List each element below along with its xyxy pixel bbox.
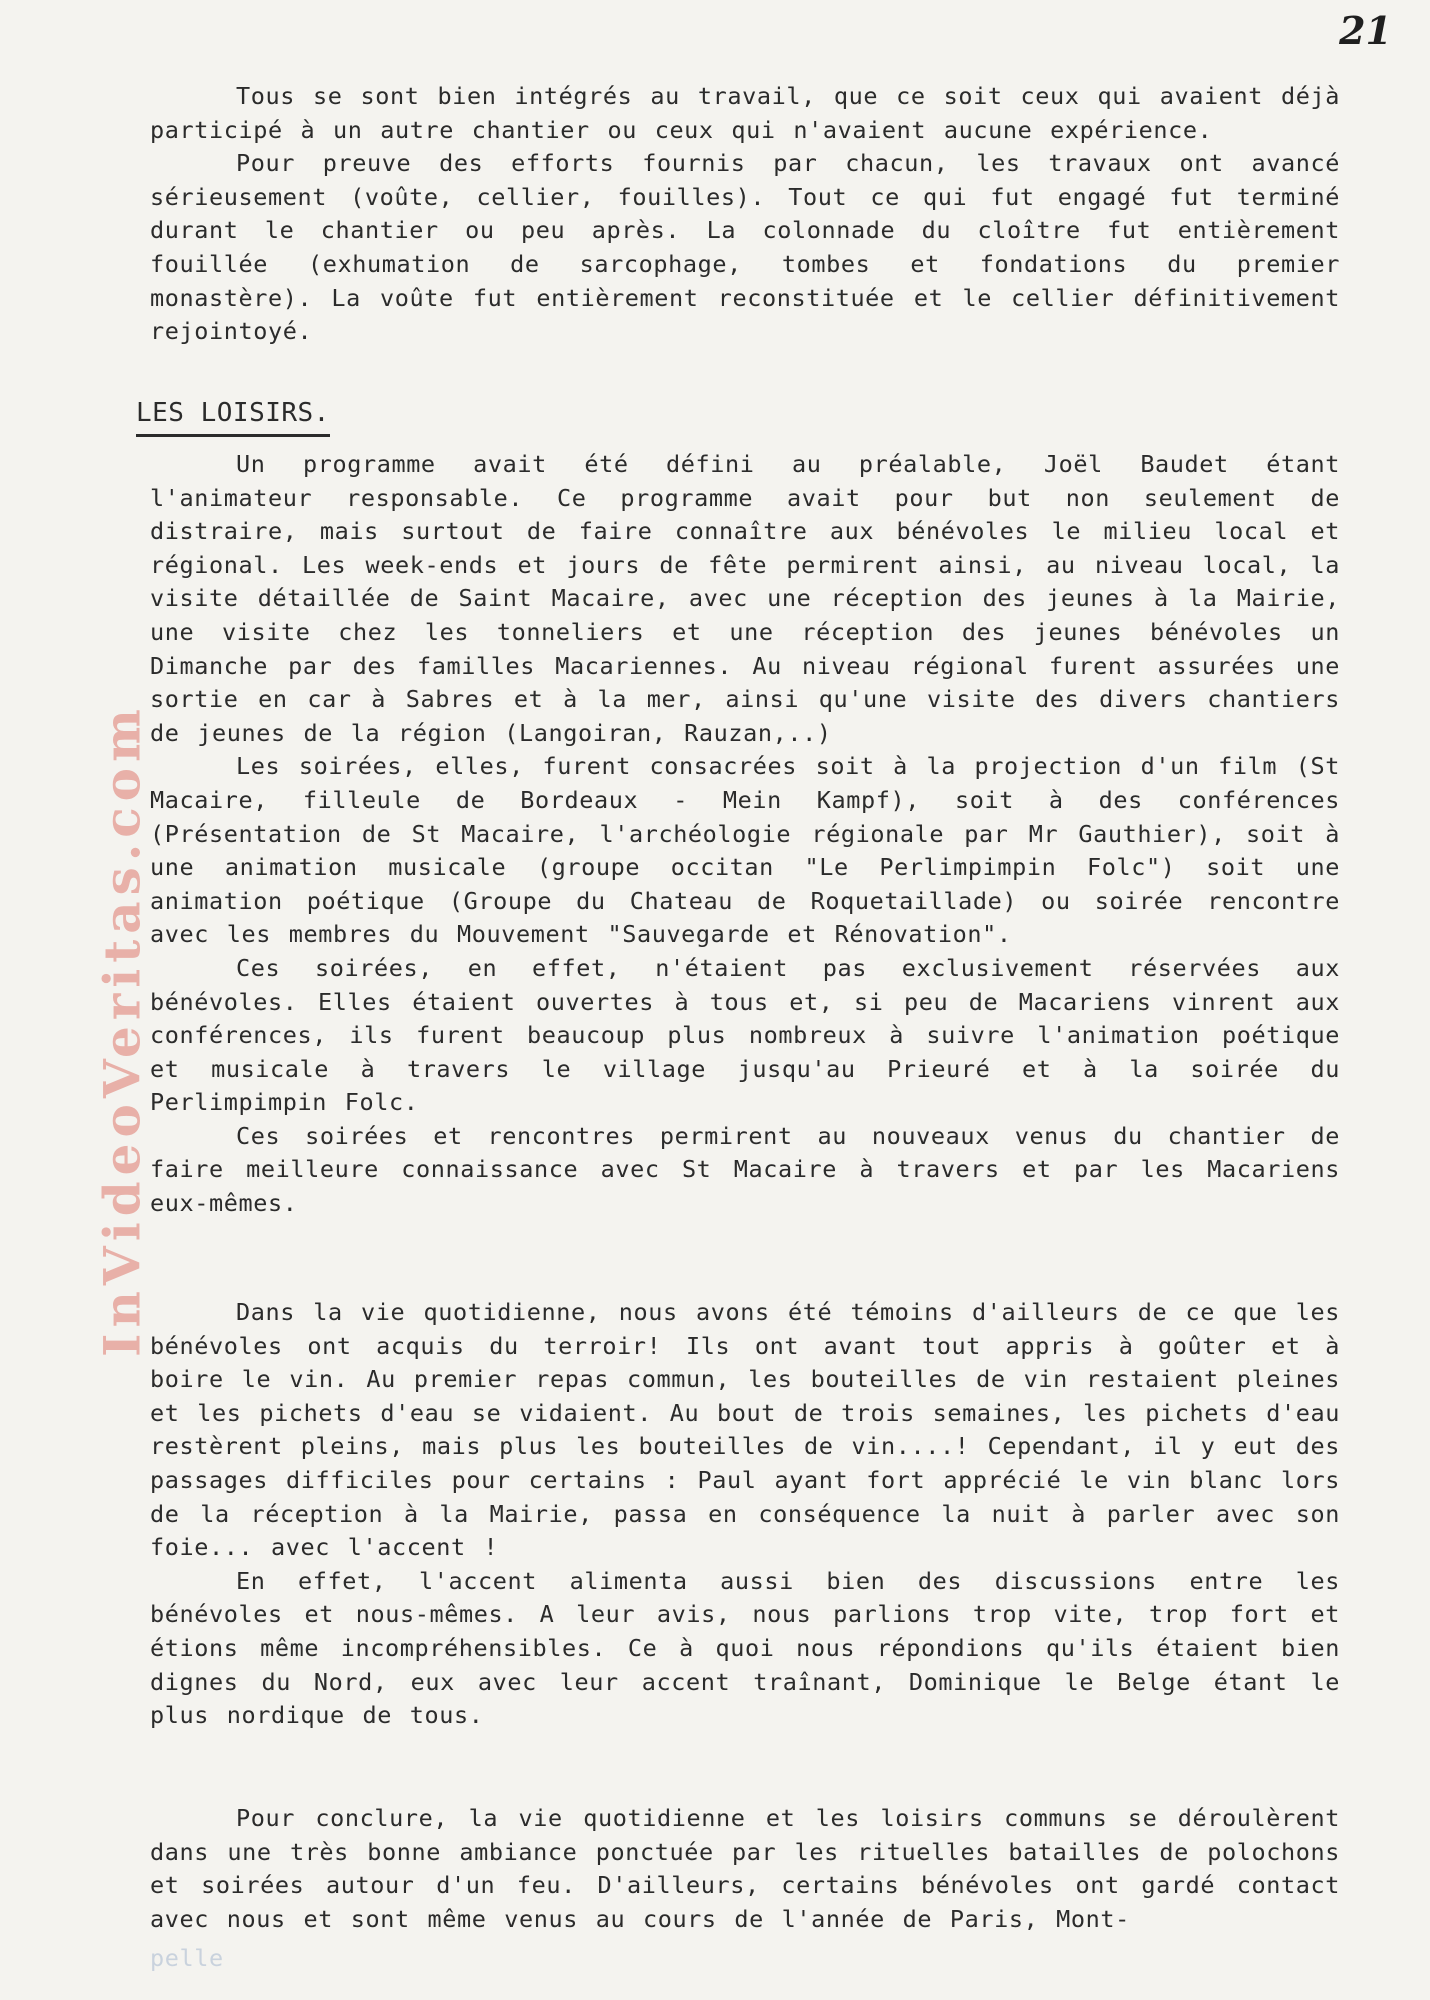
paragraph: Pour conclure, la vie quotidienne et les loisirs communs se déroulèrent dans une très bonne ambiance ponctuée par les rituelles batailles de polochons et soirées autour d'un feu. D'ailleurs, certains bénévoles ont gardé contact avec nous et sont même venus au cours de l'année de Paris, Mont- xyxy=(150,1804,1340,1933)
section-conclusion xyxy=(150,1802,1340,1936)
paragraph: Ces soirées et rencontres permirent au nouveaux venus du chantier de faire meilleure connaissance avec St Macaire à travers et par les Macariens eux-mêmes. xyxy=(150,1121,1340,1218)
bleed-through-text: pelle xyxy=(150,1944,224,1972)
page-number: 21 xyxy=(1339,8,1392,53)
paragraph: Un programme avait été défini au préalable, Joël Baudet étant l'animateur responsable. Ce programme avait pour but non seulement de distraire, mais surtout de faire connaître aux bénévoles le milieu local et régional. Les week-ends et jours de fête permirent ainsi, au niveau local, la visite détaillée de Saint Macaire, avec une réception des jeunes à la Mairie, une visite chez les tonneliers et une réception des jeunes bénévoles un Dimanche par des familles Macariennes. Au niveau régional furent assurées une sortie en car à Sabres et à la mer, ainsi qu'une visite des divers chantiers de jeunes de la région (Langoiran, Rauzan,..) xyxy=(150,450,1340,747)
section-daily-life xyxy=(150,1296,1340,1733)
paragraph: En effet, l'accent alimenta aussi bien des discussions entre les bénévoles et nous-mêmes. A leur avis, nous parlions trop vite, trop fort et étions même incompréhensibles. Ce à quoi nous répondions qu'ils étaient bien dignes du Nord, eux avec leur accent traînant, Dominique le Belge étant le plus nordique de tous. xyxy=(150,1566,1340,1730)
section-heading-loisirs: LES LOISIRS. xyxy=(136,398,330,437)
paragraph: Les soirées, elles, furent consacrées soit à la projection d'un film (St Macaire, filleule de Bordeaux - Mein Kampf), soit à des conférences (Présentation de St Macaire, l'archéologie régionale par Mr Gauthier), soit à une animation musicale (groupe occitan "Le Perlimpimpin Folc") soit une animation poétique (Groupe du Chateau de Roquetaillade) ou soirée rencontre avec les membres du Mouvement "Sauvegarde et Rénovation". xyxy=(150,752,1340,949)
paragraph: Dans la vie quotidienne, nous avons été témoins d'ailleurs de ce que les bénévoles ont acquis du terroir! Ils ont avant tout appris à goûter et à boire le vin. Au premier repas commun, les bouteilles de vin restaient pleines et les pichets d'eau se vidaient. Au bout de trois semaines, les pichets d'eau restèrent pleins, mais plus les bouteilles de vin....! Cependant, il y eut des passages difficiles pour certains : Paul ayant fort apprécié le vin blanc lors de la réception à la Mairie, passa en conséquence la nuit à parler avec son foie... avec l'accent ! xyxy=(150,1298,1340,1562)
section-loisirs xyxy=(150,448,1340,1221)
paragraph: Tous se sont bien intégrés au travail, que ce soit ceux qui avaient déjà participé à un autre chantier ou ceux qui n'avaient aucune expérience. xyxy=(150,82,1340,144)
paragraph: Ces soirées, en effet, n'étaient pas exclusivement réservées aux bénévoles. Elles étaient ouvertes à tous et, si peu de Macariens vinrent aux conférences, ils furent beaucoup plus nombreux à suivre l'animation poétique et musicale à travers le village jusqu'au Prieuré et à la soirée du Perlimpimpin Folc. xyxy=(150,953,1340,1117)
section-work xyxy=(150,80,1340,349)
paragraph: Pour preuve des efforts fournis par chacun, les travaux ont avancé sérieusement (voûte, cellier, fouilles). Tout ce qui fut engagé fut terminé durant le chantier ou peu après. La colonnade du cloître fut entièrement fouillée (exhumation de sarcophage, tombes et fondations du premier monastère). La voûte fut entièrement reconstituée et le cellier définitivement rejointoyé. xyxy=(150,149,1340,346)
watermark-text: InVideoVeritas.com xyxy=(92,703,152,1357)
